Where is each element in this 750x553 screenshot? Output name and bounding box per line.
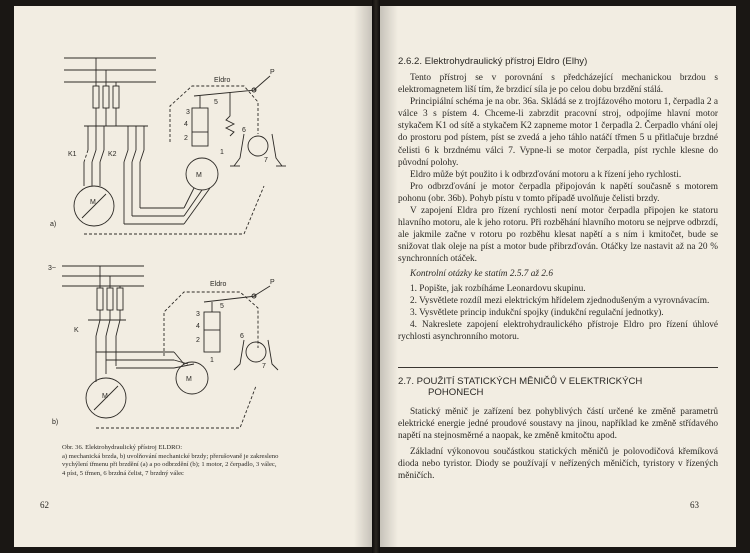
section-divider: [398, 367, 718, 368]
label-pump-motor: M: [196, 172, 202, 179]
page-number-left: 62: [40, 500, 49, 510]
label-main-motor-b: M: [102, 393, 108, 400]
label-eldro-b: Eldro: [210, 281, 227, 288]
page-number-right: 63: [690, 500, 699, 510]
question-item: 1. Popište, jak rozbíháme Leonardovu skupinu.: [410, 283, 586, 294]
paragraph: Tento přístroj se v porovnání s předcházející mechanickou brzdou s elektromagnetem liší tím, že brzdicí síla je po celou dobu brzdění stálá.: [398, 73, 718, 96]
label-main-motor: M: [90, 199, 96, 206]
label-n5-b: 5: [220, 303, 224, 310]
label-n1b-a: 1: [220, 149, 224, 156]
label-n7-a: 7: [264, 157, 268, 164]
label-n7-b: 7: [262, 363, 266, 370]
paragraph: V zapojení Eldra pro řízení rychlosti není motor čerpadla připojen ke statoru hlavního motoru, ale k jeho rotoru. Při rozběhání hlavního motoru se nejprve odbrzdí, ale jakmile začne v rotoru po rozběhu klesat napětí a s ním i kmitočet, bude se snižovat tlak oleje na píst a motor bude přibrzďován. Otáčky lze nastavit až na 20 % synchronních otáček.: [398, 206, 718, 265]
label-n6-a: 6: [242, 127, 246, 134]
caption-line: vychýlení třmenu při brzdění (a) a po odbrzdění (b); 1 motor, 2 čerpadlo, 3 válec,: [62, 461, 277, 469]
body-text-2: [398, 406, 718, 483]
section2-heading-line: POHONECH: [428, 387, 484, 398]
left-page: [14, 6, 372, 547]
label-pump-motor-b: M: [186, 376, 192, 383]
book-gutter: [372, 0, 380, 553]
caption-line: a) mechanická brzda, b) uvolňování mechanické brzdy; přerušovaně je zakresleno: [62, 452, 279, 460]
label-n3-b: 3: [196, 311, 200, 318]
paragraph: Principiální schéma je na obr. 36a. Skládá se z trojfázového motoru 1, čerpadla 2 a válce 3 s pístem 4. Chceme-li zabrzdit pracovní stroj, odpojíme hlavní motor stykačem K1 od sítě a stykačem K2 zapneme motor 1 čerpadla 2. Čerpadlo vhání olej do prostoru pod pístem, píst se zvedá a jeho táhlo natáčí třmen 5 u přitlačuje brzdné čelisti 6 k brzdnému válci 7. Vypne-li se motor čerpadla, píst rychle klesne do původní polohy.: [398, 97, 718, 168]
section-heading: 2.6.2. Elektrohydraulický přístroj Eldro (Elhy): [398, 56, 588, 67]
label-n1-a: 4: [184, 121, 188, 128]
label-three-phase: 3~: [48, 265, 56, 272]
label-n5-a: 5: [214, 99, 218, 106]
label-n6-b: 6: [240, 333, 244, 340]
paragraph: Eldro může být použito i k odbrzďování motoru a k řízení jeho rychlosti.: [410, 169, 682, 180]
label-k2: K2: [108, 151, 117, 158]
right-page: [380, 6, 736, 547]
caption-line: 4 píst, 5 třmen, 6 brzdná čelist, 7 brzdný válec: [62, 469, 184, 477]
label-n1-b: 1: [210, 357, 214, 364]
caption-line: Obr. 36. Elektrohydraulický přístroj ELDRO:: [62, 444, 183, 451]
label-n2-a: 2: [184, 135, 188, 142]
label-n2-b: 2: [196, 337, 200, 344]
section2-heading-line: 2.7. POUŽITÍ STATICKÝCH MĚNIČŮ V ELEKTRICKÝCH: [398, 376, 643, 387]
page-shadow: [354, 6, 372, 547]
questions-heading: Kontrolní otázky ke statím 2.5.7 až 2.6: [410, 268, 553, 279]
section2-heading: [398, 376, 642, 398]
paragraph: Základní výkonovou součástkou statických měničů je polovodičová křemíková dioda nebo tyristor. Diody se používají v neřízených měničích, tyristory v řízených měničích.: [398, 447, 718, 482]
paragraph: Pro odbrzďování je motor čerpadla připojován k napětí současně s motorem pohonu (obr. 36b). Pohyb pístu v tomto případě uvolňuje čelisti brzdy.: [398, 181, 718, 204]
question-item: 4. Nakreslete zapojení elektrohydraulického přístroje Eldro pro řízení úhlové rychlosti asynchronního motoru.: [398, 319, 718, 342]
figure-caption: [62, 444, 354, 478]
label-k: K: [74, 327, 79, 334]
label-eldro-a: Eldro: [214, 77, 231, 84]
label-n3-a: 3: [186, 109, 190, 116]
question-item: 3. Vysvětlete princip indukční spojky (indukční regulační jednotky).: [410, 307, 664, 318]
questions-list: [398, 283, 718, 343]
label-n4-b: 4: [196, 323, 200, 330]
paragraph: Statický měnič je zařízení bez pohyblivých částí určené ke změně parametrů elektrické energie jedné proudové soustavy na jinou, například ke změně střídavého napětí na stejnosměrné a naopak, ke změně kmitočtu apod.: [398, 407, 718, 442]
page-shadow: [380, 6, 398, 547]
label-k1: K1: [68, 151, 77, 158]
question-item: 2. Vysvětlete rozdíl mezi elektrickým hřídelem zjednodušeným a vyrovnávacím.: [410, 295, 710, 306]
body-text: [398, 72, 718, 343]
label-p-a: P: [270, 69, 275, 76]
label-p-b: P: [270, 279, 275, 286]
circuit-diagram-a: [44, 46, 294, 236]
label-panel-a: a): [50, 221, 57, 228]
circuit-diagram-b: [44, 256, 294, 436]
label-panel-b: b): [52, 419, 59, 426]
